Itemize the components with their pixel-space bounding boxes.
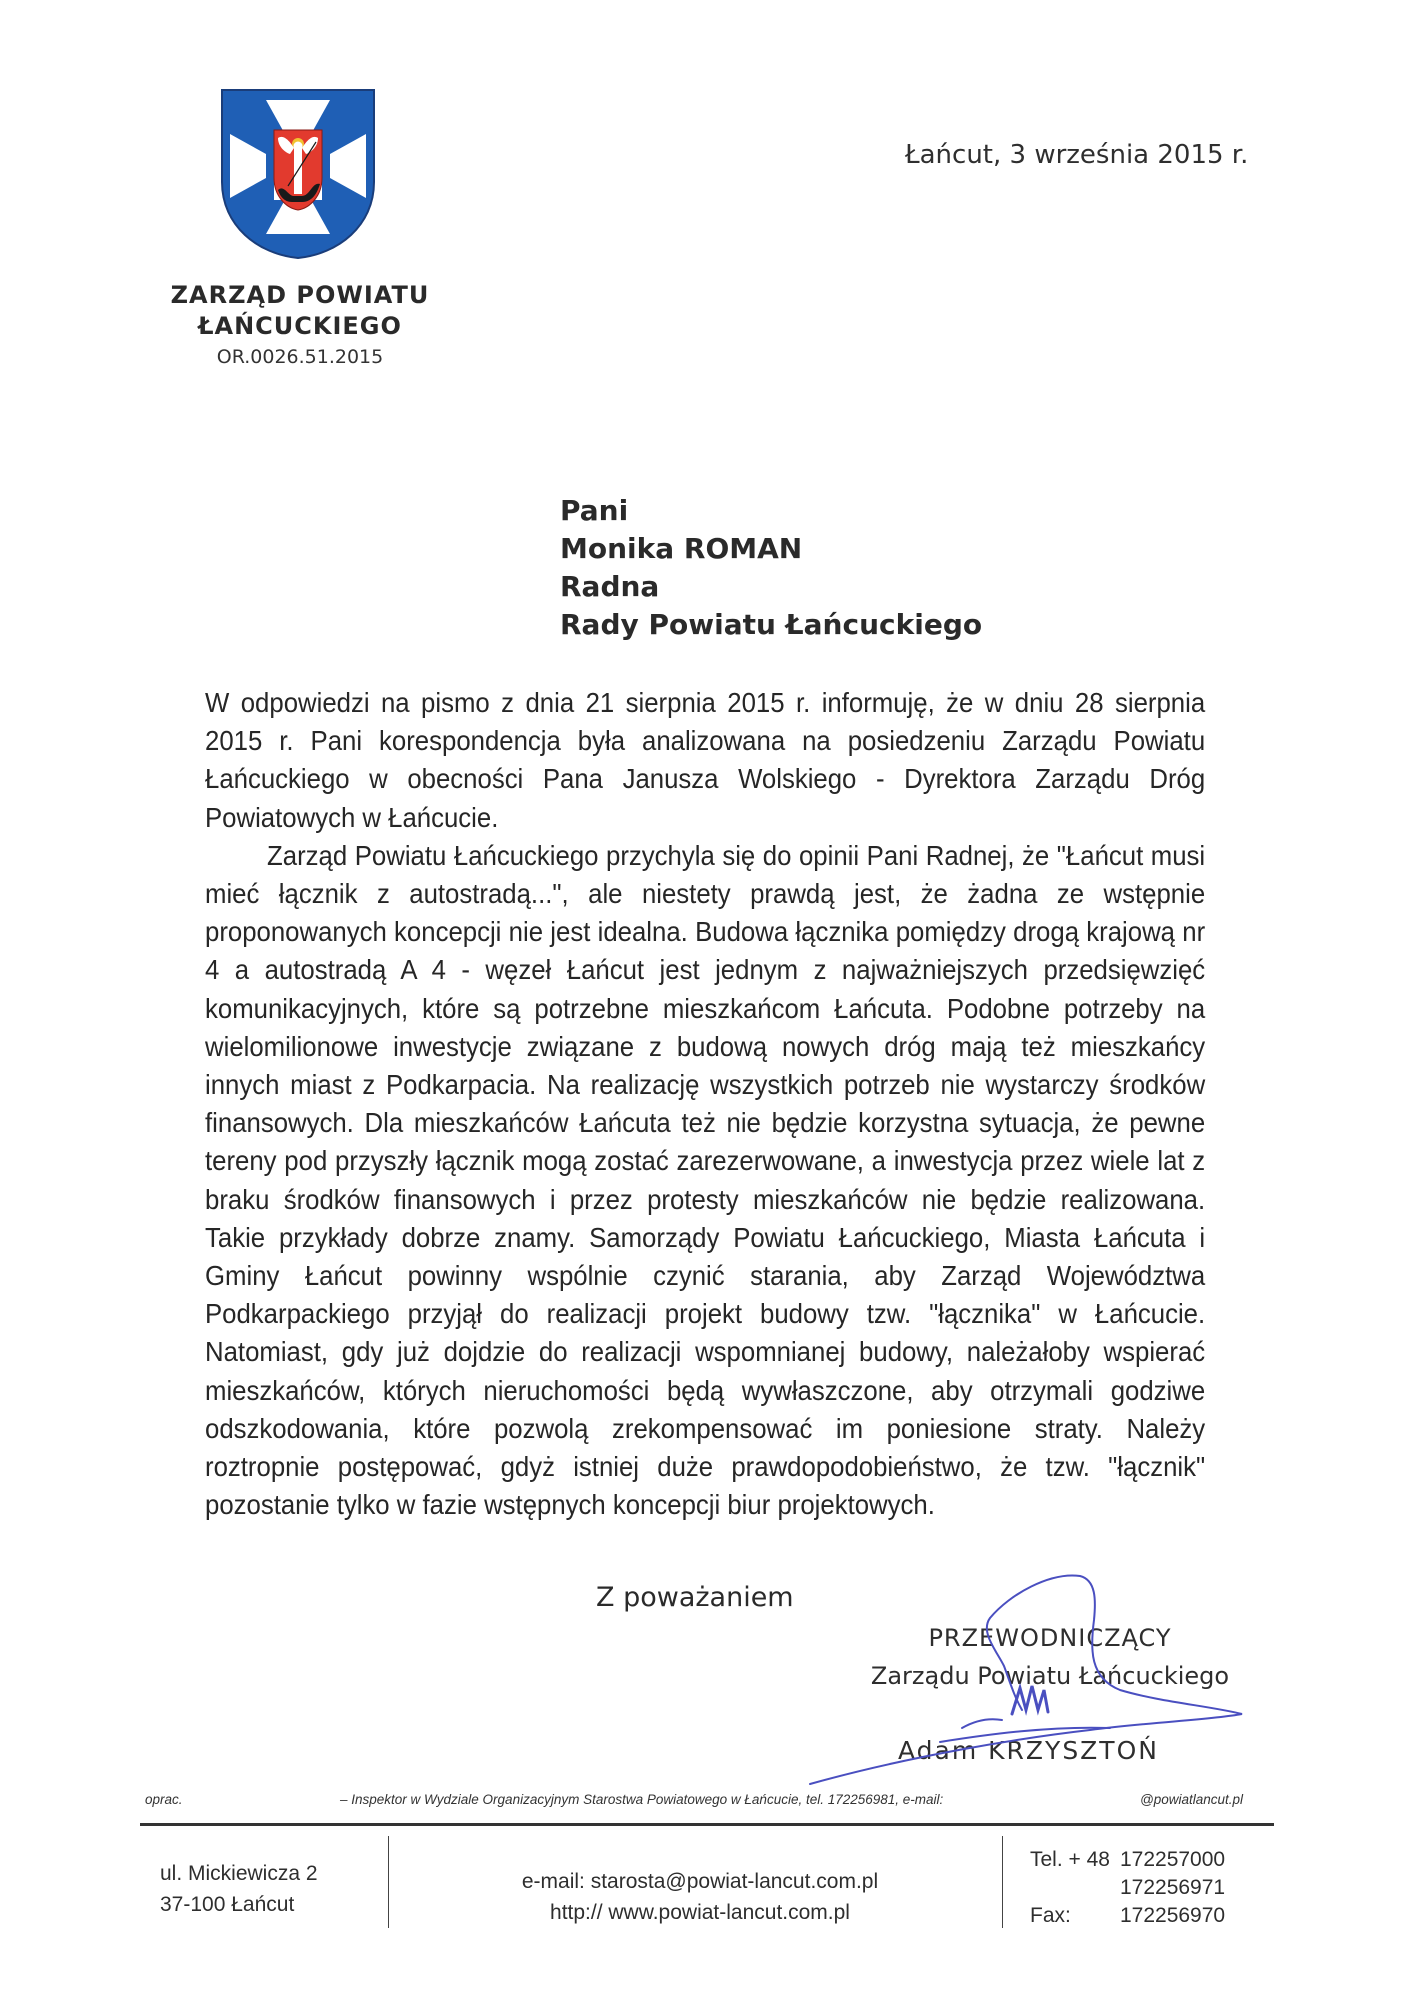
letter-body	[205, 684, 1205, 1524]
footer-separator-1	[388, 1836, 389, 1928]
footer-city: 37-100 Łańcut	[160, 1893, 295, 1916]
fax-label: Fax:	[1030, 1904, 1071, 1927]
organization-name-line2: ŁAŃCUCKIEGO	[198, 312, 402, 340]
prepared-by-email: @powiatlancut.pl	[1140, 1792, 1244, 1807]
organization-name-line1: ZARZĄD POWIATU	[170, 281, 430, 309]
footer-email[interactable]: e-mail: starosta@powiat-lancut.com.pl	[521, 1870, 879, 1893]
signatory-organization: Zarządu Powiatu Łańcuckiego	[870, 1662, 1230, 1690]
place-and-date: Łańcut, 3 września 2015 r.	[905, 140, 1249, 170]
coat-of-arms-icon	[218, 86, 378, 262]
recipient-organization: Rady Powiatu Łańcuckiego	[560, 608, 983, 641]
fax-number: 172256970	[1119, 1904, 1226, 1927]
footer-divider	[140, 1823, 1274, 1826]
recipient-role: Radna	[560, 570, 660, 603]
reference-number: OR.0026.51.2015	[216, 346, 384, 368]
footer-website[interactable]: http:// www.powiat-lancut.com.pl	[550, 1901, 850, 1924]
recipient-salutation: Pani	[560, 494, 629, 527]
footer-separator-2	[1002, 1836, 1003, 1928]
recipient-name: Monika ROMAN	[560, 532, 803, 565]
recipient-block	[560, 492, 982, 644]
footer-address	[160, 1858, 318, 1920]
closing-salutation: Z poważaniem	[596, 1582, 794, 1613]
prepared-by-label: oprac.	[145, 1792, 183, 1807]
signatory-role: PRZEWODNICZĄCY	[928, 1624, 1172, 1652]
body-paragraph-1: W odpowiedzi na pismo z dnia 21 sierpnia 2015 r. informuję, że w dniu 28 sierpnia 2015 r. Pani korespondencja była analizowana na posiedzeniu Zarządu Powiatu Łańcuckiego w obecności Pana Janusza Wolskiego - Dyrektora Zarządu Dróg Powiatowych w Łańcucie.	[205, 687, 1206, 833]
footer-contact	[400, 1866, 1000, 1928]
footer-phones	[1030, 1846, 1225, 1930]
tel-number-1: 172257000	[1119, 1848, 1226, 1871]
prepared-by-description: – Inspektor w Wydziale Organizacyjnym Starostwa Powiatowego w Łańcucie, tel. 172256981, e-mail:	[340, 1792, 944, 1807]
tel-label: Tel. + 48	[1030, 1848, 1110, 1871]
tel-number-2: 172256971	[1119, 1876, 1226, 1899]
body-paragraph-2: Zarząd Powiatu Łańcuckiego przychyla się do opinii Pani Radnej, że "Łańcut musi mieć łącznik z autostradą...", ale niestety prawdą jest, że żadna ze wstępnie proponowanych koncepcji nie jest idealna. Budowa łącznika pomiędzy drogą krajową nr 4 a autostradą A 4 - węzeł Łańcut jest jednym z najważniejszych przedsięwzięć komunikacyjnych, które są potrzebne mieszkańcom Łańcuta. Podobne potrzeby na wielomilionowe inwestycje związane z budową nowych dróg mają też mieszkańcy innych miast z Podkarpacia. Na realizację wszystkich potrzeb nie wystarczy środków finansowych. Dla mieszkańców Łańcuta też nie będzie korzystna sytuacja, że pewne tereny pod przyszły łącznik mogą zostać zarezerwowane, a inwestycja przez wiele lat z braku środków finansowych i przez protesty mieszkańców nie będzie realizowana. Takie przykłady dobrze znamy. Samorządy Powiatu Łańcuckiego, Miasta Łańcuta i Gminy Łańcut powinny wspólnie czynić starania, aby Zarząd Województwa Podkarpackiego przyjął do realizacji projekt budowy tzw. "łącznika" w Łańcucie. Natomiast, gdy już dojdzie do realizacji wspomnianej budowy, należałoby wspierać mieszkańców, których nieruchomości będą wywłaszczone, aby otrzymali godziwe odszkodowania, które pozwolą zrekompensować im poniesione straty. Należy roztropnie postępować, gdyż istniej duże prawdopodobieństwo, że tzw. "łącznik" pozostanie tylko w fazie wstępnych koncepcji biur projektowych.	[205, 839, 1206, 1521]
signatory-name: Adam KRZYSZTOŃ	[898, 1736, 1159, 1765]
footer-street: ul. Mickiewicza 2	[160, 1862, 318, 1885]
